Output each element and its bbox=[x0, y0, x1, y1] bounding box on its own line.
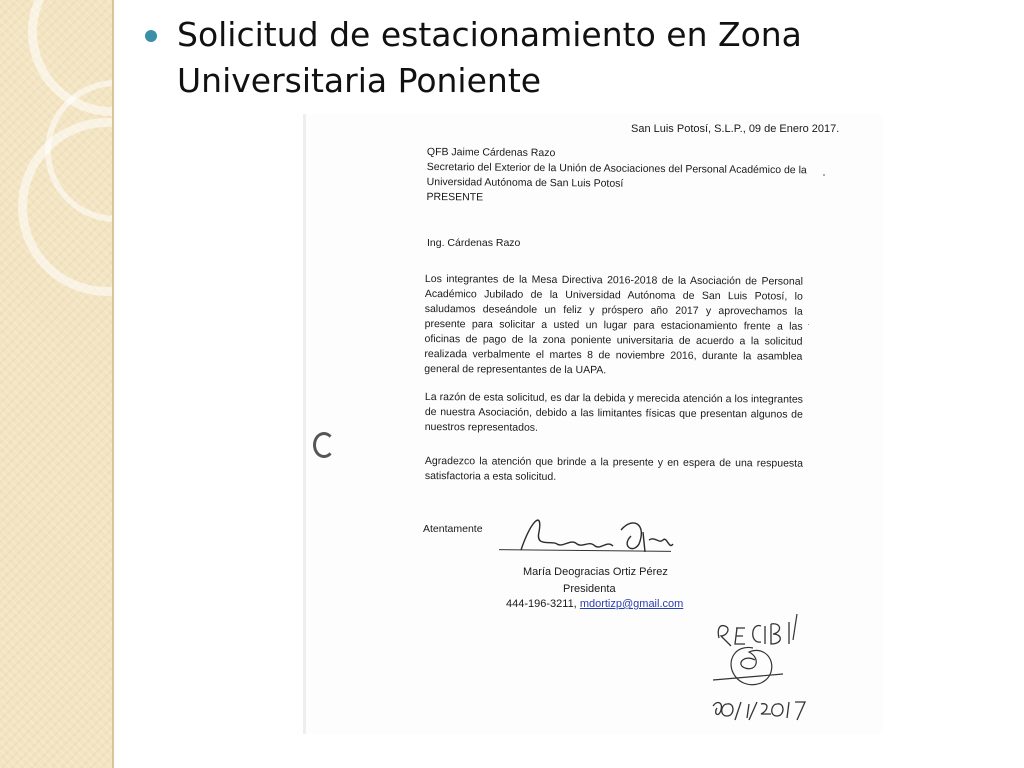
decorative-side-panel bbox=[0, 0, 112, 768]
letter-greeting: Ing. Cárdenas Razo bbox=[427, 237, 521, 249]
recipient-name: QFB Jaime Cárdenas Razo bbox=[426, 145, 556, 160]
side-panel-edge bbox=[112, 0, 114, 768]
letter-paragraph-3: Agradezco la atención que brinde a la presente y en espera de una respuesta satisfactoria a esta solicitud. bbox=[424, 454, 803, 483]
punch-hole-mark bbox=[313, 432, 335, 458]
signer-contact bbox=[506, 597, 683, 612]
recipient-presente: PRESENTE bbox=[426, 190, 484, 204]
letter-date: San Luis Potosí, S.L.P., 09 de Enero 2017. bbox=[631, 123, 840, 135]
recipient-position: Secretario del Exterior de la Unión de Asociaciones del Personal Académico de la Universidad Autónoma de San Luis Potosí bbox=[426, 160, 807, 190]
signer-name: María Deogracias Ortiz Pérez bbox=[523, 566, 668, 578]
signer-email-link[interactable]: mdortizp@gmail.com bbox=[579, 598, 684, 610]
letter-recipient bbox=[426, 145, 807, 208]
signer-title: Presidenta bbox=[563, 583, 616, 595]
letter-paragraph-2: La razón de esta solicitud, es dar la debida y merecida atención a los integrantes de nuestra Asociación, debido a las limitantes físicas que presentan algunos de nuestros representados. bbox=[424, 390, 803, 434]
bullet-dot-icon bbox=[145, 30, 157, 42]
received-stamp bbox=[705, 610, 825, 734]
signer-phone: 444-196-3211, bbox=[506, 598, 577, 610]
letter-paragraph-1: Los integrantes de la Mesa Directiva 2016-2018 de la Asociación de Personal Académico Jubilado de la Universidad Autónoma de San Luis Potosí, lo saludamos deseándole un feliz y próspero año 2017 y aprovechamos la presente para solicitar a usted un lugar para estacionamiento frente a las oficinas de pago de la zona poniente universitaria de acuerdo a la solicitud realizada verbalmente el martes 8 de noviembre 2016, durante la asamblea general de representantes de la UAPA. bbox=[424, 272, 803, 377]
letter-closing: Atentamente bbox=[423, 523, 483, 535]
handwritten-signature bbox=[513, 510, 683, 560]
slide-title: Solicitud de estacionamiento en Zona Universitaria Poniente bbox=[177, 15, 802, 100]
scanned-letter bbox=[303, 114, 883, 734]
